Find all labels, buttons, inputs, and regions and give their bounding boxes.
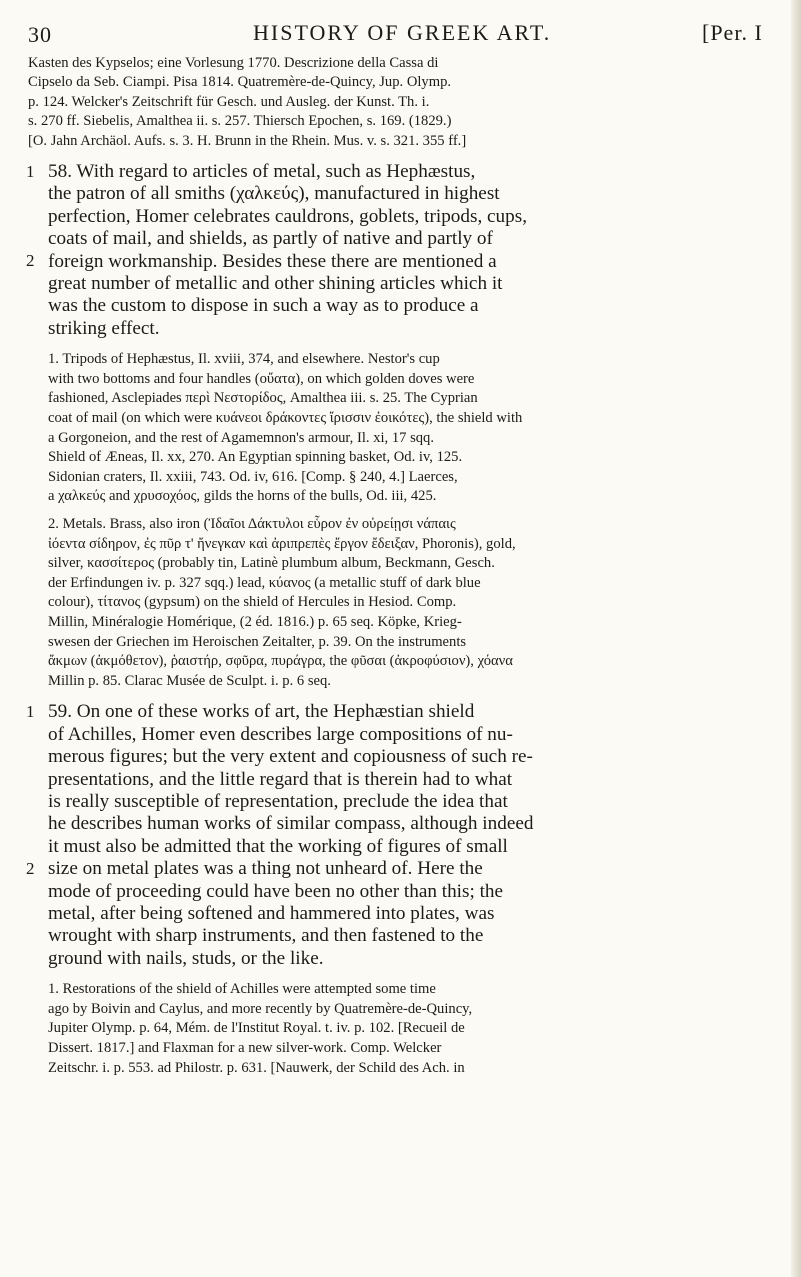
note-line: p. 124. Welcker's Zeitschrift für Gesch. und Ausleg. der Kunst. Th. i. xyxy=(28,93,430,110)
body-line: foreign workmanship. Besides these there are mentioned a xyxy=(48,250,497,272)
body-line: coats of mail, and shields, as partly of native and partly of xyxy=(48,228,493,250)
note-line: [O. Jahn Archäol. Aufs. s. 3. H. Brunn in the Rhein. Mus. v. s. 321. 355 ff.] xyxy=(28,132,467,149)
note-line: Kasten des Kypselos; eine Vorlesung 1770. Descrizione della Cassa di xyxy=(28,55,439,71)
note-line: a χαλκεύς and χρυσοχόος, gilds the horns of the bulls, Od. iii, 425. xyxy=(48,488,437,505)
body-line: mode of proceeding could have been no other than this; the xyxy=(48,880,504,902)
period-marker: [Per. I xyxy=(702,20,763,45)
body-line: great number of metallic and other shining articles which it xyxy=(48,273,503,295)
margin-number: 2 xyxy=(26,251,35,271)
note-line: s. 270 ff. Siebelis, Amalthea ii. s. 257. Thiersch Epochen, s. 169. (1829.) xyxy=(28,113,452,130)
body-line: the patron of all smiths (χαλκεύς), manufactured in highest xyxy=(48,183,500,205)
note-line: Zeitschr. i. p. 553. ad Philostr. p. 631. [Nauwerk, der Schild des Ach. in xyxy=(48,1059,465,1076)
note-line: Dissert. 1817.] and Flaxman for a new silver-work. Comp. Welcker xyxy=(48,1040,442,1057)
note-line: swesen der Griechen im Heroischen Zeitalter, p. 39. On the instruments xyxy=(48,633,467,650)
note-line: 1. Restorations of the shield of Achilles were attempted some time xyxy=(48,981,436,998)
note-line: coat of mail (on which were κυάνεοι δράκοντες ἴρισσιν ἐοικότες), the shield with xyxy=(48,410,523,427)
note-line: Millin p. 85. Clarac Musée de Sculpt. i. p. 6 seq. xyxy=(48,672,331,689)
body-line: ground with nails, studs, or the like. xyxy=(48,947,324,969)
body-line: wrought with sharp instruments, and then fastened to the xyxy=(48,925,484,947)
body-line: it must also be admitted that the working of figures of small xyxy=(48,835,508,857)
note-line: ago by Boivin and Caylus, and more recently by Quatremère-de-Quincy, xyxy=(48,1000,473,1017)
top-footnote-continuation xyxy=(28,54,788,151)
running-header xyxy=(28,14,788,54)
note-line: ἰόεντα σίδηρον, ἐς πῦρ τ' ἤνεγκαν καὶ ἀριπρεπὲς ἔργον ἔδειξαν, Phoronis), gold, xyxy=(48,535,516,552)
note-line: fashioned, Asclepiades περὶ Νεστορίδος, Amalthea iii. s. 25. The Cyprian xyxy=(48,390,478,407)
body-line: metal, after being softened and hammered into plates, was xyxy=(48,903,495,925)
notes-59 xyxy=(28,980,788,1078)
body-line: is really susceptible of representation, preclude the idea that xyxy=(48,791,508,812)
body-line: size on metal plates was a thing not unheard of. Here the xyxy=(48,858,483,880)
body-line: perfection, Homer celebrates cauldrons, goblets, tripods, cups, xyxy=(48,205,528,227)
body-line: was the custom to dispose in such a way as to produce a xyxy=(48,295,479,317)
page-number: 30 xyxy=(28,22,52,47)
page-edge-shadow xyxy=(791,0,801,1277)
note-line: 1. Tripods of Hephæstus, Il. xviii, 374, and elsewhere. Nestor's cup xyxy=(48,351,440,368)
running-title: HISTORY OF GREEK ART. xyxy=(253,20,552,45)
body-line: he describes human works of similar compass, although indeed xyxy=(48,813,534,835)
note-line: der Erfindungen iv. p. 327 sqq.) lead, κύανος (a metallic stuff of dark blue xyxy=(48,574,481,591)
note-line: colour), τίτανος (gypsum) on the shield of Hercules in Hesiod. Comp. xyxy=(48,594,457,611)
note-line: Cipselo da Seb. Ciampi. Pisa 1814. Quatremère-de-Quincy, Jup. Olymp. xyxy=(28,74,452,91)
note-line: a Gorgoneion, and the rest of Agamemnon's armour, Il. xi, 17 sqq. xyxy=(48,429,435,446)
note-line: with two bottoms and four handles (οὔατα), on which golden doves were xyxy=(48,370,475,387)
note-line: Sidonian craters, Il. xxiii, 743. Od. iv, 616. [Comp. § 240, 4.] Laerces, xyxy=(48,468,458,485)
body-line: merous figures; but the very extent and copiousness of such re- xyxy=(48,746,533,768)
book-page xyxy=(28,14,788,1078)
body-line: of Achilles, Homer even describes large compositions of nu- xyxy=(48,723,513,745)
margin-number: 1 xyxy=(26,162,35,182)
notes-58 xyxy=(28,350,788,691)
section-59 xyxy=(28,701,788,970)
note-line: 2. Metals. Brass, also iron (Ἰδαῖοι Δάκτυλοι εὗρον ἐν οὐρείῃσι νάπαις xyxy=(48,516,456,533)
margin-number: 2 xyxy=(26,859,35,879)
note-line: Millin, Minéralogie Homérique, (2 éd. 1816.) p. 65 seq. Köpke, Krieg- xyxy=(48,614,462,630)
section-58 xyxy=(28,161,788,340)
body-line: striking effect. xyxy=(48,317,160,339)
note-line: Jupiter Olymp. p. 64, Mém. de l'Institut Royal. t. iv. p. 102. [Recueil de xyxy=(48,1020,465,1037)
note-line: ἄκμων (ἀκμόθετον), ῥαιστήρ, σφῦρα, πυράγρα, the φῦσαι (ἀκροφύσιον), χόανα xyxy=(48,653,513,670)
note-line: silver, κασσίτερος (probably tin, Latinè plumbum album, Beckmann, Gesch. xyxy=(48,555,495,572)
body-line: 58. With regard to articles of metal, such as Hephæstus, xyxy=(48,161,476,183)
body-line: presentations, and the little regard that is therein had to what xyxy=(48,768,513,790)
note-line: Shield of Æneas, Il. xx, 270. An Egyptian spinning basket, Od. iv, 125. xyxy=(48,449,463,466)
margin-number: 1 xyxy=(26,702,35,722)
body-line: 59. On one of these works of art, the Hephæstian shield xyxy=(48,701,475,723)
